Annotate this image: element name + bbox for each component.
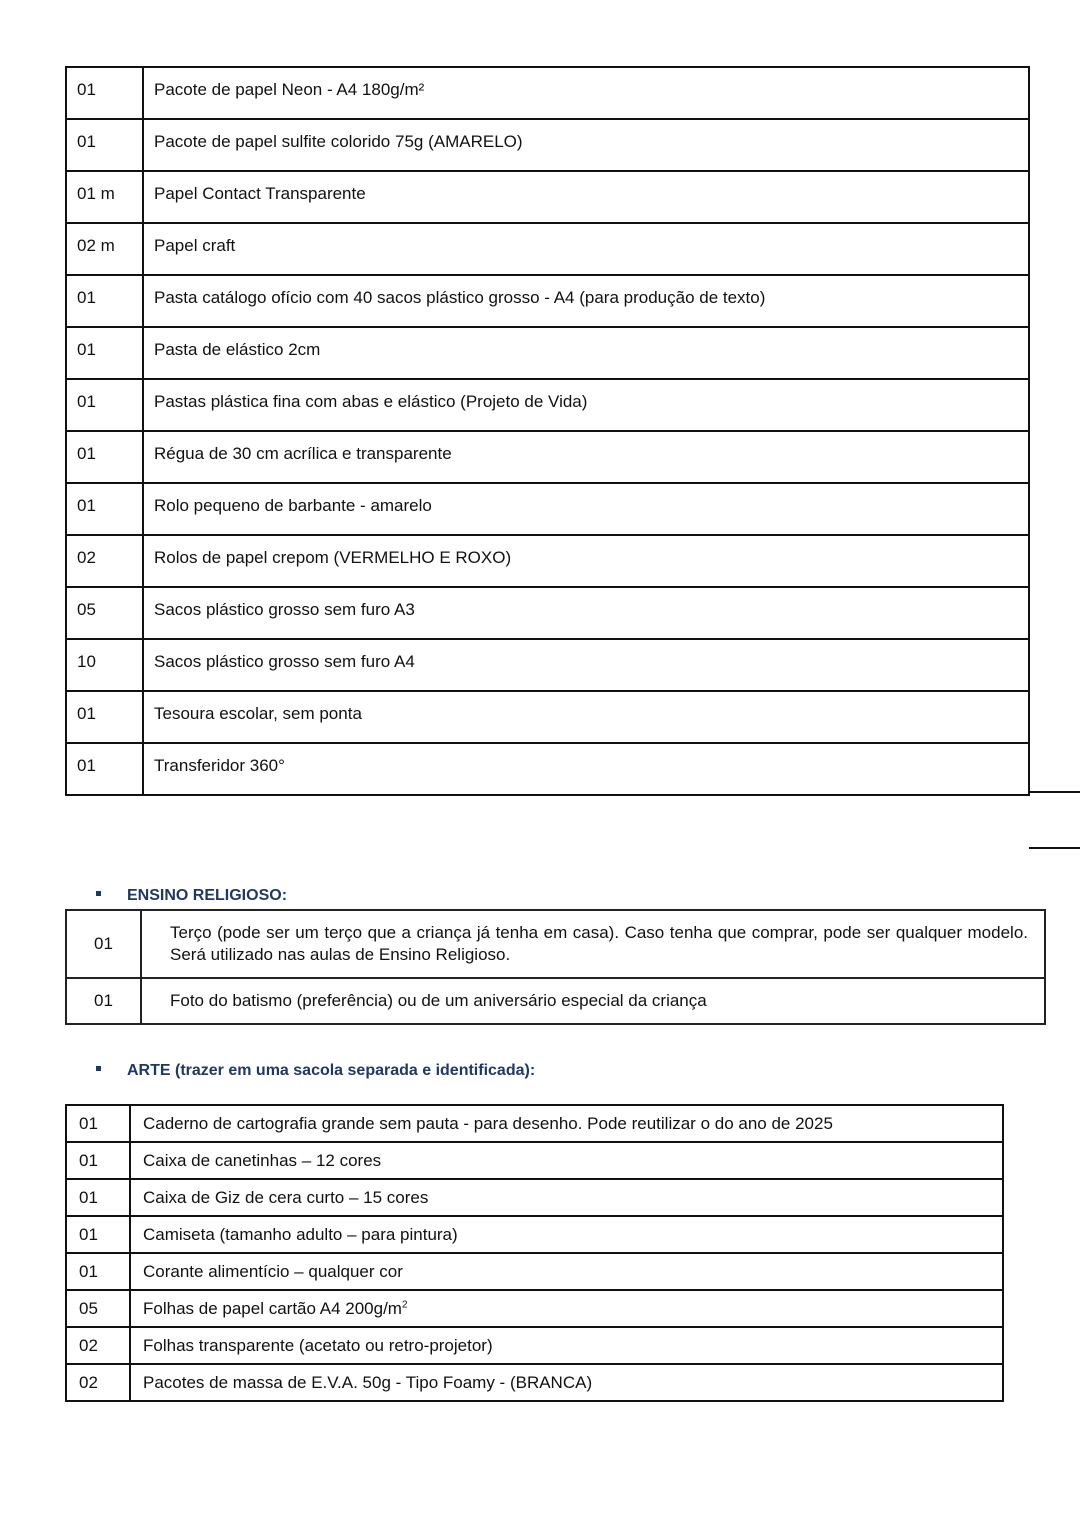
table-row [66,1364,1003,1401]
table-row [66,223,1029,275]
item-cell: Pastas plástica fina com abas e elástico (Projeto de Vida) [143,379,1029,431]
item-cell: Folhas transparente (acetato ou retro-projetor) [130,1327,1003,1364]
table-row [66,743,1029,795]
qty-cell: 02 m [66,223,143,275]
arte-table [65,1104,1004,1402]
qty-cell: 01 [66,743,143,795]
item-cell: Rolo pequeno de barbante - amarelo [143,483,1029,535]
item-cell: Caixa de canetinhas – 12 cores [130,1142,1003,1179]
item-cell: Corante alimentício – qualquer cor [130,1253,1003,1290]
item-cell: Pacote de papel sulfite colorido 75g (AMARELO) [143,119,1029,171]
qty-cell: 01 [66,119,143,171]
qty-cell: 01 [66,1105,130,1142]
table-row [66,327,1029,379]
table-row [66,1290,1003,1327]
qty-cell: 01 [66,1142,130,1179]
qty-cell: 01 [66,691,143,743]
qty-cell: 10 [66,639,143,691]
bullet-icon [96,1066,101,1071]
item-cell: Transferidor 360° [143,743,1029,795]
item-cell: Papel Contact Transparente [143,171,1029,223]
qty-cell: 01 [66,327,143,379]
table-row [66,1142,1003,1179]
supplies-table [65,66,1030,796]
qty-cell: 02 [66,1327,130,1364]
table-row [66,379,1029,431]
item-cell: Sacos plástico grosso sem furo A3 [143,587,1029,639]
item-cell: Pasta catálogo ofício com 40 sacos plástico grosso - A4 (para produção de texto) [143,275,1029,327]
table-overflow-line [1029,791,1080,793]
table-row [66,535,1029,587]
item-cell: Pasta de elástico 2cm [143,327,1029,379]
qty-cell: 02 [66,535,143,587]
table-row [66,978,1045,1024]
qty-cell: 01 [66,1253,130,1290]
qty-cell: 05 [66,1290,130,1327]
table-row [66,1179,1003,1216]
table-row [66,1105,1003,1142]
item-cell: Tesoura escolar, sem ponta [143,691,1029,743]
qty-cell: 01 [66,1216,130,1253]
table-row [66,639,1029,691]
item-cell: Rolos de papel crepom (VERMELHO E ROXO) [143,535,1029,587]
table-row [66,119,1029,171]
qty-cell: 01 [66,910,141,978]
qty-cell: 01 [66,431,143,483]
table-row [66,483,1029,535]
table-row [66,1327,1003,1364]
table-row [66,691,1029,743]
item-cell: Terço (pode ser um terço que a criança já tenha em casa). Caso tenha que comprar, pode ser qualquer modelo. Será utilizado nas aulas de Ensino Religioso. [141,910,1045,978]
section-heading-arte: ARTE (trazer em uma sacola separada e identificada): [96,1062,535,1080]
table-row [66,67,1029,119]
table-row [66,910,1045,978]
item-cell: Folhas de papel cartão A4 $200g/m^2$ [130,1290,1003,1327]
item-cell: Pacote de papel Neon - A4 180g/m² [143,67,1029,119]
item-cell: Camiseta (tamanho adulto – para pintura) [130,1216,1003,1253]
table-row [66,1216,1003,1253]
item-cell: Caixa de Giz de cera curto – 15 cores [130,1179,1003,1216]
qty-cell: 01 [66,1179,130,1216]
qty-cell: 01 [66,483,143,535]
bullet-icon [96,891,101,896]
qty-cell: 01 [66,67,143,119]
item-cell: Sacos plástico grosso sem furo A4 [143,639,1029,691]
religioso-table [65,909,1046,1025]
table-row [66,431,1029,483]
table-overflow-line [1029,847,1080,849]
item-cell: Régua de 30 cm acrílica e transparente [143,431,1029,483]
item-cell: Papel craft [143,223,1029,275]
qty-cell: 05 [66,587,143,639]
qty-cell: 01 [66,978,141,1024]
qty-cell: 01 [66,379,143,431]
table-row [66,1253,1003,1290]
table-row [66,275,1029,327]
qty-cell: 02 [66,1364,130,1401]
qty-cell: 01 m [66,171,143,223]
item-cell: Caderno de cartografia grande sem pauta - para desenho. Pode reutilizar o do ano de 2025 [130,1105,1003,1142]
qty-cell: 01 [66,275,143,327]
item-cell: Foto do batismo (preferência) ou de um aniversário especial da criança [141,978,1045,1024]
table-row [66,171,1029,223]
item-cell: Pacotes de massa de E.V.A. 50g - Tipo Foamy - (BRANCA) [130,1364,1003,1401]
section-heading-religioso: ENSINO RELIGIOSO: [96,887,287,905]
table-row [66,587,1029,639]
